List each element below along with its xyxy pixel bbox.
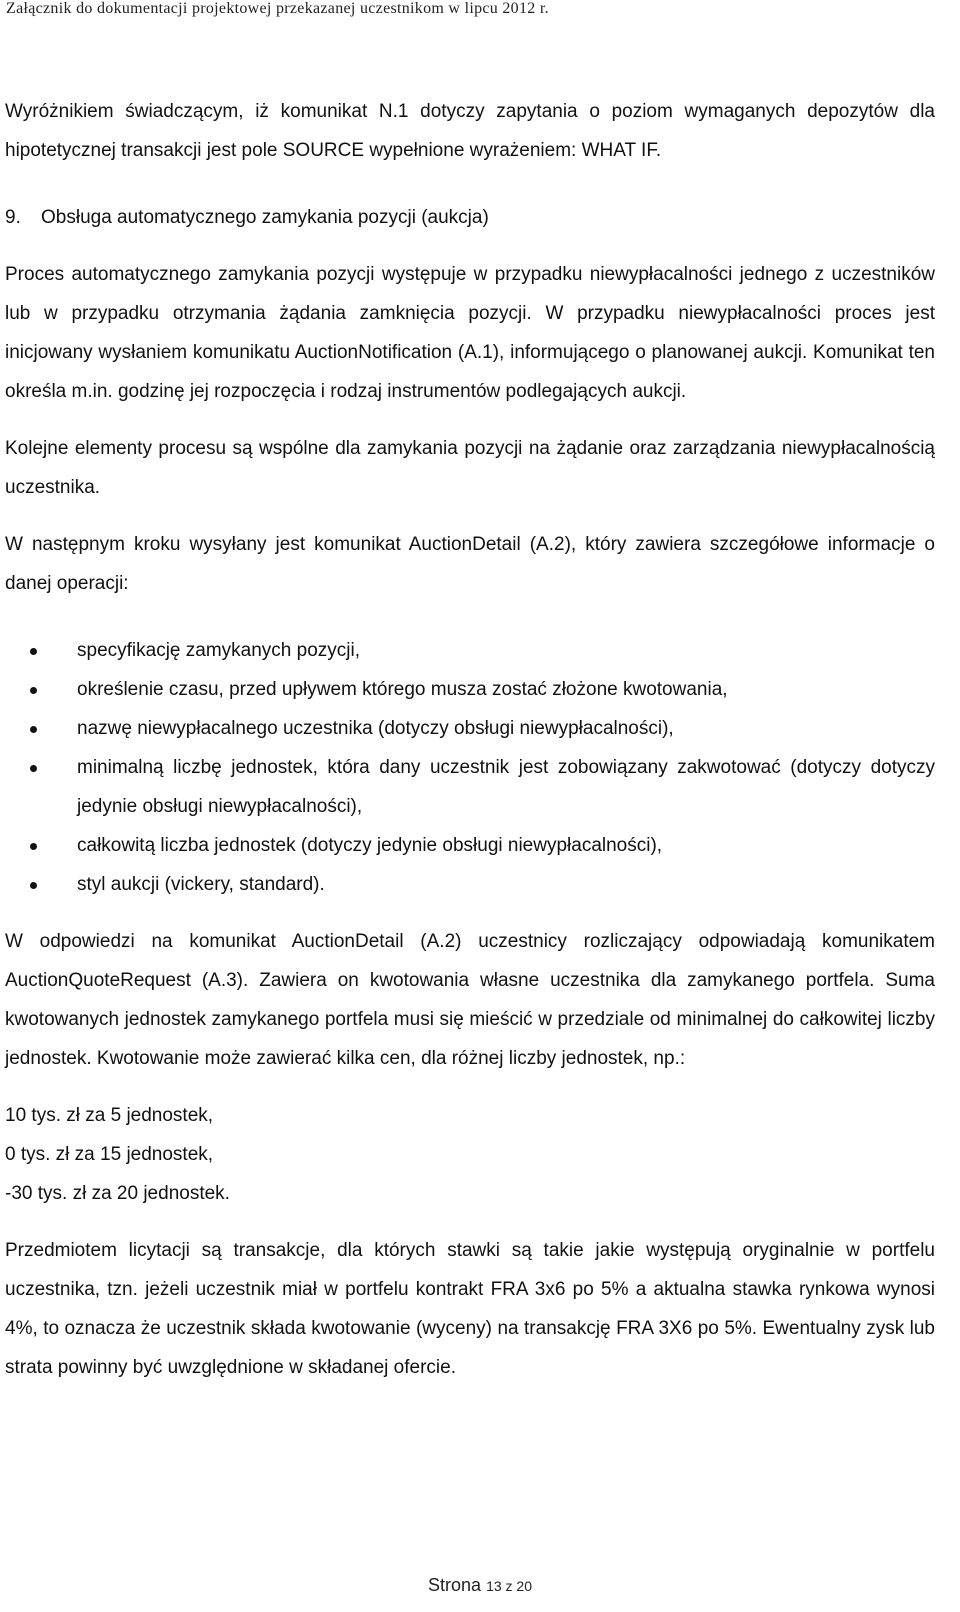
paragraph-common-elements: Kolejne elementy procesu są wspólne dla zamykania pozycji na żądanie oraz zarządzania niewypłacalnością uczestnika.: [5, 438, 935, 498]
section-heading: [5, 198, 935, 237]
list-item: całkowitą liczba jednostek (dotyczy jedynie obsługi niewypłacalności),: [5, 826, 935, 865]
bullet-icon: [30, 687, 37, 694]
paragraph-process: Proces automatycznego zamykania pozycji występuje w przypadku niewypłacalności jednego z uczestników lub w przypadku otrzymania żądania zamknięcia pozycji. W przypadku niewypłacalności proces jest inicjowany wysłaniem komunikatu AuctionNotification (A.1), informującego o planowanej aukcji. Komunikat ten określa m.in. godzinę jej rozpoczęcia i rodzaj instrumentów podlegających aukcji.: [5, 264, 935, 402]
list-item: minimalną liczbę jednostek, która dany uczestnik jest zobowiązany zakwotować (dotyczy dotyczy jedynie obsługi niewypłacalności),: [5, 748, 935, 826]
list-item: styl aukcji (vickery, standard).: [5, 865, 935, 904]
examples-list: [5, 1096, 935, 1213]
bullet-icon: [30, 726, 37, 733]
page-header: Załącznik do dokumentacji projektowej przekazanej uczestnikom w lipcu 2012 r.: [6, 0, 549, 17]
page-label: Strona: [428, 1575, 482, 1595]
paragraph-quote-request: W odpowiedzi na komunikat AuctionDetail (A.2) uczestnicy rozliczający odpowiadają komunikatem AuctionQuoteRequest (A.3). Zawiera on kwotowania własne uczestnika dla zamykanego portfela. Suma kwotowanych jednostek zamykanego portfela musi się mieścić w przedziale od minimalnej do całkowitej liczby jednostek. Kwotowanie może zawierać kilka cen, dla różnej liczby jednostek, np.:: [5, 931, 935, 1069]
list-item: nazwę niewypłacalnego uczestnika (dotyczy obsługi niewypłacalności),: [5, 709, 935, 748]
example-line: -30 tys. zł za 20 jednostek.: [5, 1183, 230, 1204]
paragraph-auction-subject: Przedmiotem licytacji są transakcje, dla których stawki są takie jakie występują oryginalnie w portfelu uczestnika, tzn. jeżeli uczestnik miał w portfelu kontrakt FRA 3x6 po 5% a aktualna stawka rynkowa wynosi 4%, to oznacza że uczestnik składa kwotowanie (wyceny) na transakcję FRA 3X6 po 5%. Ewentualny zysk lub strata powinny być uwzględnione w składanej ofercie.: [5, 1240, 935, 1378]
example-line: 0 tys. zł za 15 jednostek,: [5, 1144, 214, 1165]
page-footer: [0, 1575, 960, 1596]
paragraph-auction-detail: W następnym kroku wysyłany jest komunikat AuctionDetail (A.2), który zawiera szczegółowe informacje o danej operacji:: [5, 534, 935, 594]
example-line: 10 tys. zł za 5 jednostek,: [5, 1105, 214, 1126]
section-title: Obsługa automatycznego zamykania pozycji (aukcja): [41, 207, 489, 228]
document-body: [5, 92, 935, 1387]
bullet-icon: [30, 765, 37, 772]
bullet-icon: [30, 843, 37, 850]
list-item: określenie czasu, przed upływem którego musza zostać złożone kwotowania,: [5, 670, 935, 709]
bullet-icon: [30, 882, 37, 889]
section-number: 9.: [5, 207, 21, 228]
page-number: 13 z 20: [486, 1578, 532, 1594]
details-list: [5, 631, 935, 904]
intro-paragraph: Wyróżnikiem świadczącym, iż komunikat N.1 dotyczy zapytania o poziom wymaganych depozytów dla hipotetycznej transakcji jest pole SOURCE wypełnione wyrażeniem: WHAT IF.: [5, 101, 935, 161]
bullet-icon: [30, 648, 37, 655]
list-item: specyfikację zamykanych pozycji,: [5, 631, 935, 670]
